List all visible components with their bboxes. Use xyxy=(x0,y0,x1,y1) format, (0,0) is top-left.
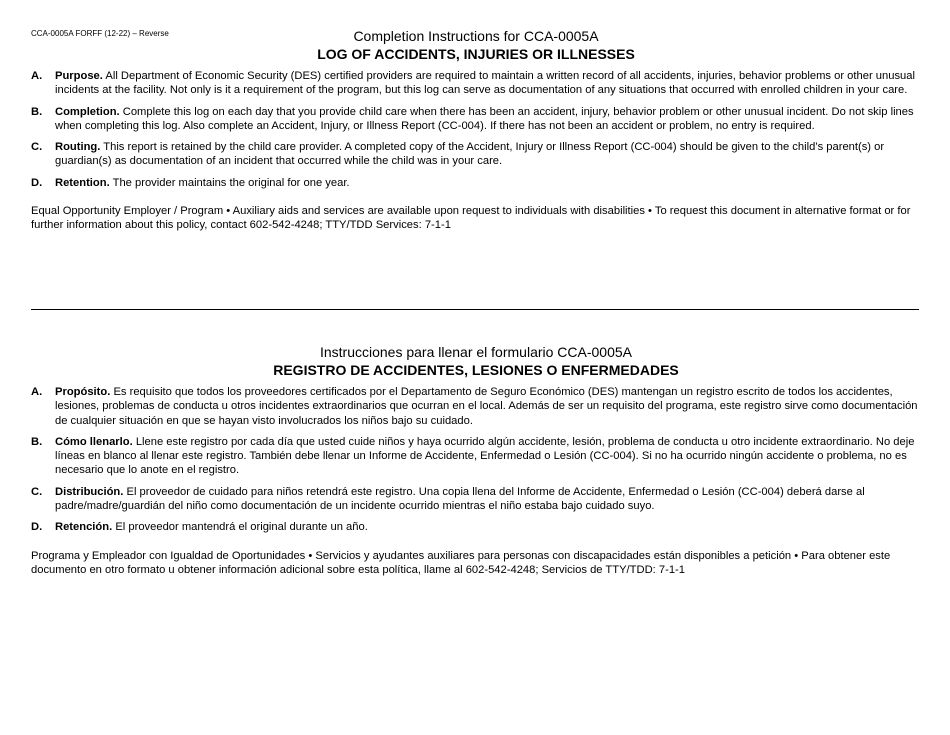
item-text: The provider maintains the original for one year. xyxy=(112,176,350,189)
instruction-distribucion xyxy=(31,485,921,514)
item-text: Es requisito que todos los proveedores certificados por el Departamento de Seguro Económico (DES) mantengan un registro escrito de todos los accidentes, lesiones, problemas de conducta u otros incidentes extraordinarios que ocurran en el local. Además de ser un requisito del programa, este registro sirve como documentación de cualquier situación en que se hayan visto involucrados los niños bajo su cuidado. xyxy=(55,386,918,427)
english-footer: Equal Opportunity Employer / Program • Auxiliary aids and services are available upon request to individuals with disabilities • To request this document in alternative format or for further information about this policy, contact 602-542-4248; TTY/TDD Services: 7-1-1 xyxy=(31,205,911,232)
item-letter: B. xyxy=(31,435,43,448)
spanish-title: REGISTRO DE ACCIDENTES, LESIONES O ENFERMEDADES xyxy=(273,362,679,378)
item-heading: Routing. xyxy=(55,141,101,154)
section-divider xyxy=(31,309,919,310)
instruction-como-llenarlo xyxy=(31,435,921,478)
item-letter: D. xyxy=(31,176,43,189)
item-letter: A. xyxy=(31,70,43,82)
item-text: El proveedor mantendrá el original durante un año. xyxy=(115,521,368,534)
item-text: Complete this log on each day that you provide child care when there has been an accident, injury, behavior problem or other unusual incident. Do not skip lines when completing this log. Also complete an Accident, Injury, or Illness Report (CC-004). If there has not been an accident or problem, no entry is required. xyxy=(55,105,914,132)
item-heading: Propósito. xyxy=(55,386,111,398)
instruction-routing xyxy=(31,140,921,169)
english-instructions-list xyxy=(31,69,921,190)
item-heading: Completion. xyxy=(55,105,120,118)
english-subtitle: Completion Instructions for CCA-0005A xyxy=(353,28,599,44)
spanish-footer: Programa y Empleador con Igualdad de Oportunidades • Servicios y ayudantes auxiliares para personas con discapacidades están disponibles a petición • Para obtener este documento en otro formato u obtener información adicional sobre esta política, llame al 602-542-4248; Servicios de TTY/TDD: 7-1-1 xyxy=(31,549,891,576)
item-letter: D. xyxy=(31,521,43,534)
instruction-retencion xyxy=(31,520,921,534)
form-id: CCA-0005A FORFF (12-22) – Reverse xyxy=(31,29,169,38)
spanish-instructions-list xyxy=(31,385,921,535)
instruction-retention xyxy=(31,176,921,190)
item-text: This report is retained by the child care provider. A completed copy of the Accident, Injury or Illness Report (CC-004) should be given to the child’s parent(s) or guardian(s) as documentation of an incident that occurred while the child was in your care. xyxy=(55,141,885,168)
english-title: LOG OF ACCIDENTS, INJURIES OR ILLNESSES xyxy=(317,46,635,62)
item-heading: Retention. xyxy=(55,176,110,189)
spanish-subtitle: Instrucciones para llenar el formulario CCA-0005A xyxy=(319,344,633,360)
english-section xyxy=(31,28,921,233)
instruction-purpose xyxy=(31,69,921,98)
spanish-section xyxy=(31,344,921,577)
item-heading: Cómo llenarlo. xyxy=(55,435,133,448)
instruction-proposito xyxy=(31,385,921,428)
item-letter: C. xyxy=(31,141,43,154)
item-heading: Retención. xyxy=(55,521,113,534)
item-text: El proveedor de cuidado para niños retendrá este registro. Una copia llena del Informe de Accidente, Enfermedad o Lesión (CC-004) deberá darse al padre/madre/guardián del niño como documentación de un incidente ocurrido mientras el niño estaba bajo cuidado suyo. xyxy=(55,485,865,513)
item-letter: C. xyxy=(31,485,43,498)
item-letter: B. xyxy=(31,105,43,118)
item-text: All Department of Economic Security (DES) certified providers are required to maintain a written record of all accidents, injuries, behavior problems or other unusual incidents at the facility. Not only is it a requirement of the program, but this log can serve as documentation of any situations that occurred with enrolled children in your care. xyxy=(55,70,915,97)
item-text: Llene este registro por cada día que usted cuide niños y haya ocurrido algún accidente, lesión, problema de conducta u otro incidente extraordinario. No deje líneas en blanco al llenar este registro. También debe llenar un Informe de Accidente, Enfermedad o Lesión (CC-004). Si no ha ocurrido ningún accidente o problema, no es necesario que lo anote en el registro. xyxy=(55,435,915,477)
instruction-completion xyxy=(31,105,921,134)
item-letter: A. xyxy=(31,386,43,398)
item-heading: Purpose. xyxy=(55,70,103,82)
item-heading: Distribución. xyxy=(55,485,124,498)
